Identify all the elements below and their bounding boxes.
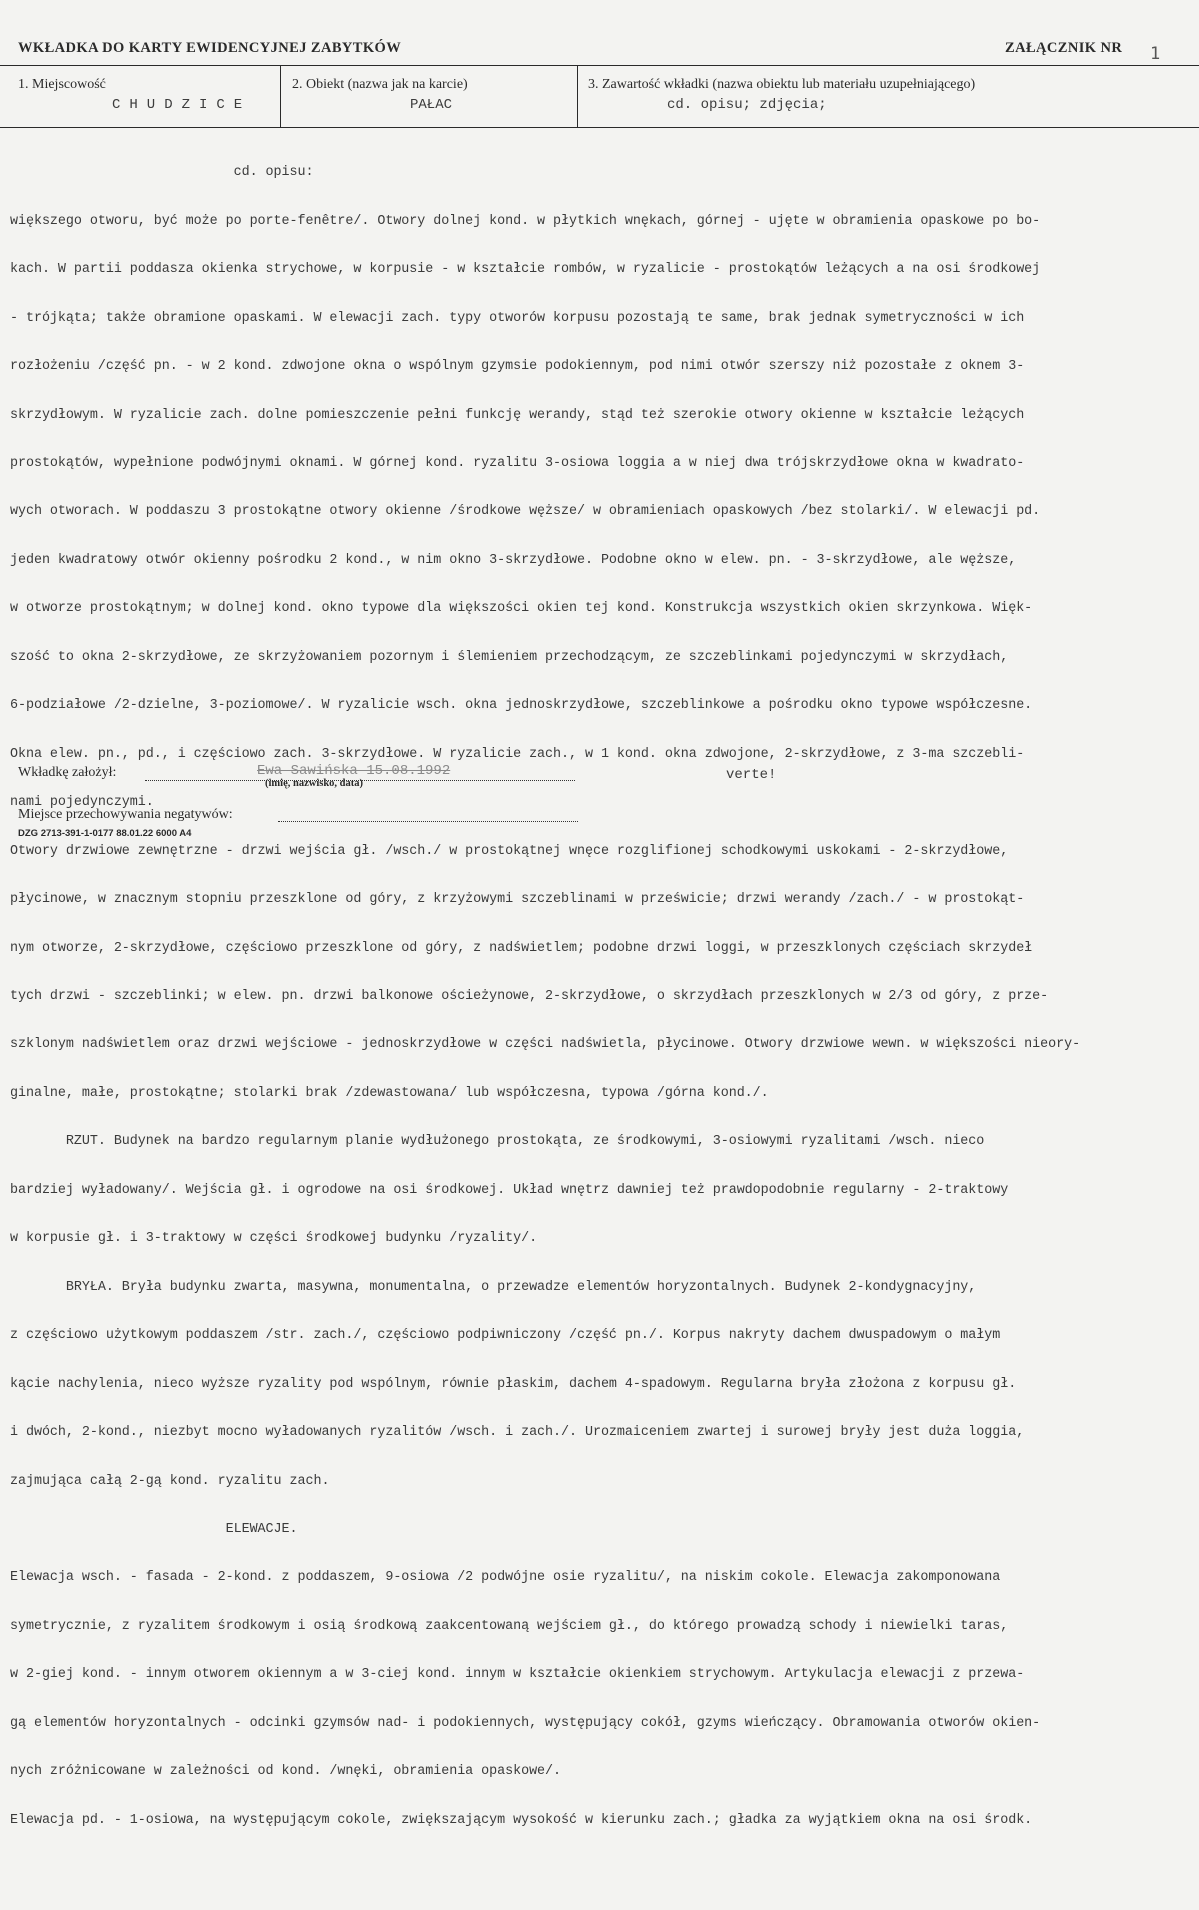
form-title: WKŁADKA DO KARTY EWIDENCYJNEJ ZABYTKÓW — [18, 40, 402, 56]
text-line: Elewacja wsch. - fasada - 2-kond. z poddaszem, 9-osiowa /2 podwójne osie ryzalitu/, na niskim cokole. Elewacja zakomponowana — [10, 1570, 1001, 1586]
text-line: zajmująca całą 2-gą kond. ryzalitu zach. — [10, 1473, 330, 1489]
text-line: ELEWACJE. — [10, 1522, 298, 1537]
text-line: cd. opisu: — [10, 165, 314, 181]
text-line: wych otworach. W poddaszu 3 prostokątne otwory okienne /środkowe węższe/ w obramieniach opaskowych /bez stolarki/. W elewacji pd. — [10, 504, 1041, 520]
text-line: rozłożeniu /część pn. - w 2 kond. zdwojone okna o wspólnym gzymsie podokiennym, pod nimi otwór szerszy niż pozostałe z oknem 3- — [10, 359, 1025, 375]
fields-bottom-rule — [0, 127, 1199, 128]
text-line: szość to okna 2-skrzydłowe, ze skrzyżowaniem pozornym i ślemieniem przechodzącym, ze szczeblinkami pojedynczymi w skrzydłach, — [10, 649, 1009, 665]
locality-value: CHUDZICE — [112, 97, 252, 113]
description-text — [10, 133, 1180, 1910]
text-line: bardziej wyładowany/. Wejścia gł. i ogrodowe na osi środkowej. Układ wnętrz dawniej też prawdopodobnie regularny - 2-traktowy — [10, 1182, 1009, 1198]
text-line: symetrycznie, z ryzalitem środkowym i osią środkową zaakcentowaną wejściem gł., do którego prowadzą schody i niewielki taras, — [10, 1618, 1009, 1634]
text-line: - trójkąta; także obramione opaskami. W elewacji zach. typy otworów korpusu pozostają te same, brak jednak symetryczności w ich — [10, 310, 1025, 326]
installed-by-label: Wkładkę założył: — [18, 765, 117, 780]
text-line: ginalne, małe, prostokątne; stolarki brak /zdewastowana/ lub współczesna, typowa /górna kond./. — [10, 1085, 769, 1101]
signature-caption: (imię, nazwisko, data) — [265, 778, 363, 789]
header-rule — [0, 65, 1199, 66]
verte-note: verte! — [726, 767, 777, 783]
text-line: w 2-giej kond. - innym otworem okiennym a w 3-ciej kond. innym w kształcie okienkiem strychowym. Artykulacja elewacji z przewa- — [10, 1667, 1025, 1683]
text-line: nym otworze, 2-skrzydłowe, częściowo przeszklone od góry, z nadświetlem; podobne drzwi loggi, w przeszklonych częściach skrzydeł — [10, 940, 1033, 956]
contents-label: 3. Zawartość wkładki (nazwa obiektu lub materiału uzupełniającego) — [588, 77, 976, 92]
text-line: nami pojedynczymi. — [10, 795, 154, 811]
text-line: i dwóch, 2-kond., niezbyt mocno wyładowanych ryzalitów /wsch. i zach./. Urozmaiceniem zwartej i surowej bryły jest duża loggia, — [10, 1425, 1025, 1441]
annex-label: ZAŁĄCZNIK NR — [1005, 40, 1123, 56]
print-code: DZG 2713-391-1-0177 88.01.22 6000 A4 — [18, 828, 192, 839]
text-line: jeden kwadratowy otwór okienny pośrodku 2 kond., w nim okno 3-skrzydłowe. Podobne okno w elew. pn. - 3-skrzydłowe, ale węższe, — [10, 552, 1017, 568]
text-line: Okna elew. pn., pd., i częściowo zach. 3-skrzydłowe. W ryzalicie zach., w 1 kond. okna zdwojone, 2-skrzydłowe, z 3-ma szczebli- — [10, 746, 1025, 762]
field-divider-2 — [577, 65, 578, 127]
text-line — [10, 1861, 1180, 1877]
negatives-label: Miejsce przechowywania negatywów: — [18, 807, 233, 822]
text-line: skrzydłowym. W ryzalicie zach. dolne pomieszczenie pełni funkcję werandy, stąd też szerokie otwory okienne w kształcie leżących — [10, 407, 1025, 423]
object-value: PAŁAC — [410, 97, 453, 113]
signature: Ewa Sawińska 15.08.1992 — [257, 763, 451, 779]
text-line: kach. W partii poddasza okienka strychowe, w korpusie - w kształcie rombów, w ryzalicie - prostokątów leżących a na osi środkowej — [10, 262, 1041, 278]
text-line: BRYŁA. Bryła budynku zwarta, masywna, monumentalna, o przewadze elementów horyzontalnych. Budynek 2-kondygnacyjny, — [10, 1279, 977, 1295]
text-line: w otworze prostokątnym; w dolnej kond. okno typowe dla większości okien tej kond. Konstrukcja wszystkich okien skrzynkowa. Więk- — [10, 601, 1033, 617]
text-line: RZUT. Budynek na bardzo regularnym planie wydłużonego prostokąta, ze środkowymi, 3-osiowymi ryzalitami /wsch. nieco — [10, 1134, 985, 1150]
locality-label: 1. Miejscowość — [18, 77, 106, 92]
text-line: płycinowe, w znacznym stopniu przeszklone od góry, z krzyżowymi szczeblinami w prześwicie; drzwi werandy /zach./ - w prostokąt- — [10, 892, 1025, 908]
text-line: 6-podziałowe /2-dzielne, 3-poziomowe/. W ryzalicie wsch. okna jednoskrzydłowe, szczeblinkowe a pośrodku okno typowe współczesne. — [10, 698, 1033, 714]
text-line: większego otworu, być może po porte-fenêtre/. Otwory dolnej kond. w płytkich wnękach, górnej - ujęte w obramienia opaskowe po bo- — [10, 213, 1041, 229]
contents-value: cd. opisu; zdjęcia; — [667, 97, 827, 113]
text-line: Elewacja pd. - 1-osiowa, na występującym cokole, zwiększającym wysokość w kierunku zach.; gładka za wyjątkiem okna na osi środk. — [10, 1812, 1033, 1828]
object-label: 2. Obiekt (nazwa jak na karcie) — [292, 77, 468, 92]
text-line: tych drzwi - szczeblinki; w elew. pn. drzwi balkonowe ościeżynowe, 2-skrzydłowe, o skrzydłach przeszklonych w 2/3 od góry, z prze- — [10, 989, 1049, 1005]
annex-number: 1 — [1150, 44, 1161, 64]
text-line: kącie nachylenia, nieco wyższe ryzality pod wspólnym, równie płaskim, dachem 4-spadowym. Regularna bryła złożona z korpusu gł. — [10, 1376, 1017, 1392]
text-line: Otwory drzwiowe zewnętrzne - drzwi wejścia gł. /wsch./ w prostokątnej wnęce rozglifionej schodkowymi uskokami - 2-skrzydłowe, — [10, 843, 1009, 859]
text-line: gą elementów horyzontalnych - odcinki gzymsów nad- i podokiennych, występujący cokół, gzyms wieńczący. Obramowania otworów okien- — [10, 1715, 1041, 1731]
text-line: w korpusie gł. i 3-traktowy w części środkowej budynku /ryzality/. — [10, 1231, 538, 1247]
field-divider-1 — [280, 65, 281, 127]
text-line: szklonym nadświetlem oraz drzwi wejściowe - jednoskrzydłowe w części nadświetla, płycinowe. Otwory drzwiowe wewn. w większości nieory- — [10, 1037, 1081, 1053]
text-line: prostokątów, wypełnione podwójnymi oknami. W górnej kond. ryzalitu 3-osiowa loggia a w niej dwa trójskrzydłowe okna w kwadrato- — [10, 456, 1025, 472]
negatives-line — [278, 821, 578, 822]
text-line: nych zróżnicowane w zależności od kond. /wnęki, obramienia opaskowe/. — [10, 1764, 562, 1780]
text-line: z częściowo użytkowym poddaszem /str. zach./, częściowo podpiwniczony /część pn./. Korpus nakryty dachem dwuspadowym o małym — [10, 1328, 1001, 1344]
